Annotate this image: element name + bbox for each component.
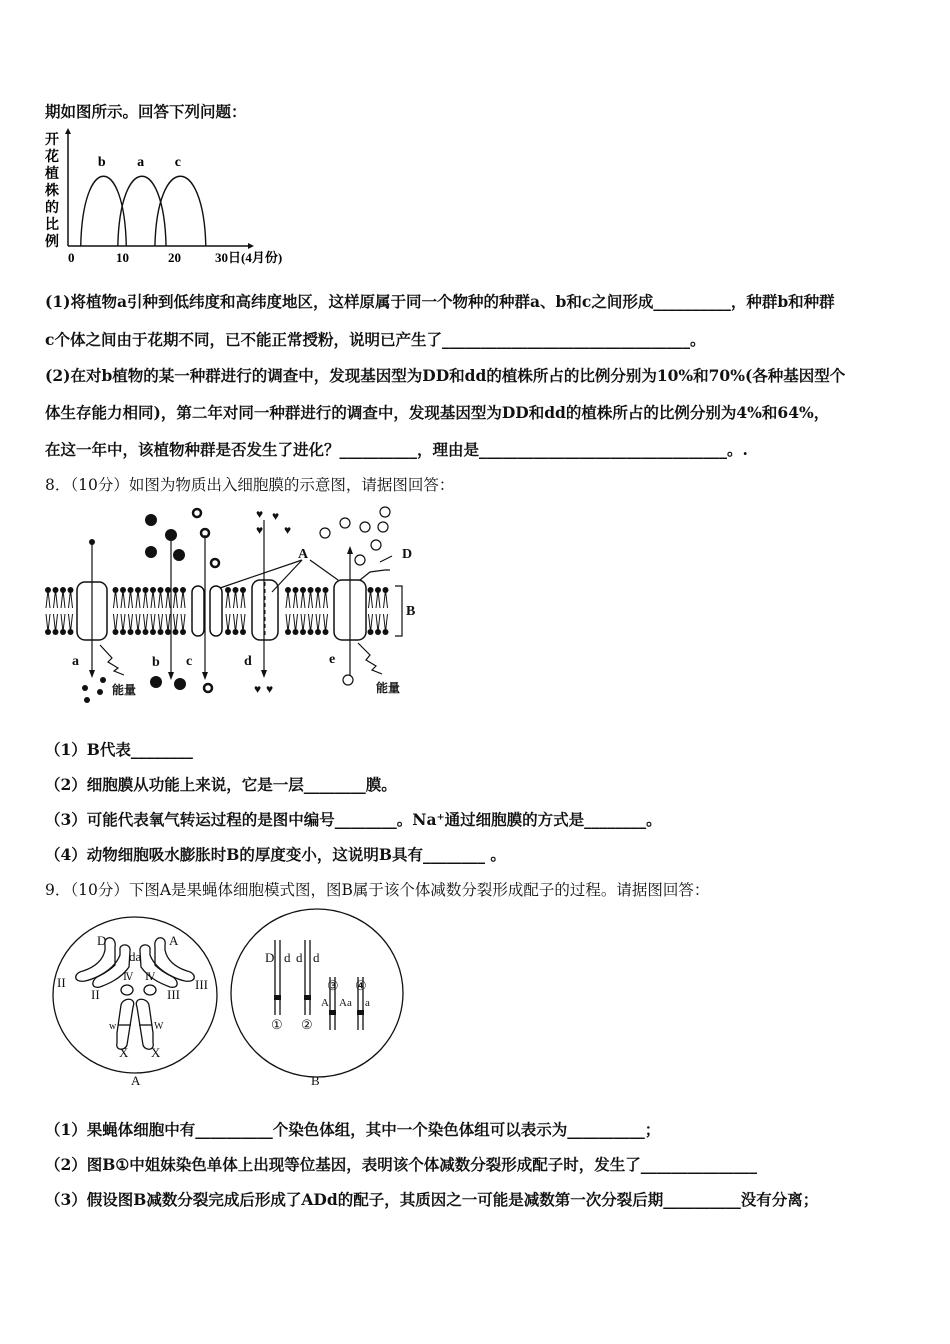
- gene-label-A: A: [321, 997, 329, 1009]
- lipid-tail: [151, 590, 155, 608]
- svg-text:♥: ♥: [284, 523, 292, 537]
- intro-text: 期如图所示。回答下列问题：: [45, 102, 247, 121]
- flowering-period-chart: [40, 130, 283, 270]
- lipid-tail: [384, 590, 388, 608]
- lipid-tail: [376, 590, 380, 608]
- curve-label-c: c: [174, 155, 181, 170]
- q8-line-3: （3）可能代表氧气转运过程的是图中编号________。Na⁺通过细胞膜的方式是________。: [45, 810, 662, 829]
- svg-text:♥: ♥: [254, 682, 262, 696]
- lipid-tail: [144, 614, 148, 632]
- chromosome-label-III: III: [195, 977, 208, 992]
- x-tick-10: 10: [116, 250, 129, 265]
- lipid-tail: [324, 614, 328, 632]
- caption-A: A: [131, 1073, 141, 1088]
- y-axis-label-text: 开花植株的比例: [45, 133, 59, 250]
- lipid-tail: [144, 590, 148, 608]
- lipid-tail: [309, 614, 313, 632]
- lipid-tail: [226, 614, 230, 632]
- lipid-tail: [129, 614, 133, 632]
- cell-membrane-diagram: [40, 500, 420, 710]
- glycoprotein-d: [360, 570, 390, 580]
- q8-line-1: （1）B代表________: [45, 740, 193, 759]
- label-A: A: [298, 547, 309, 562]
- curve-label-a: a: [137, 155, 145, 170]
- lipid-tail: [241, 614, 245, 632]
- lipid-tail: [241, 590, 245, 608]
- lipid-tail: [369, 614, 373, 632]
- x-axis-arrow: [248, 243, 254, 249]
- lipid-tail: [54, 614, 58, 632]
- lipid-tail: [54, 590, 58, 608]
- caption-B: B: [311, 1073, 320, 1088]
- curve-b: [81, 176, 127, 246]
- lipid-tail: [324, 590, 328, 608]
- lipid-tail: [226, 590, 230, 608]
- curve-label-b: b: [97, 155, 106, 170]
- label-d: d: [244, 654, 252, 669]
- svg-text:♥: ♥: [256, 523, 264, 537]
- lipid-tail: [181, 590, 185, 608]
- lipid-tail: [136, 614, 140, 632]
- lipid-tail: [384, 614, 388, 632]
- chromosome-label-III: III: [167, 987, 180, 1002]
- energy-label-e: 能量: [376, 681, 401, 695]
- lipid-tail: [151, 614, 155, 632]
- lipid-tail: [174, 614, 178, 632]
- label-a: a: [72, 654, 79, 669]
- q7-line-5: 在这一年中，该植物种群是否发生了进化？__________，理由是________________________________。.: [45, 440, 748, 459]
- gene-label-d: d: [284, 950, 291, 965]
- number-2: ②: [301, 1017, 313, 1032]
- chromosome-label-II: II: [57, 975, 66, 990]
- small-particle: [89, 539, 95, 545]
- lipid-tail: [129, 590, 133, 608]
- lipid-tail: [61, 590, 65, 608]
- q9-title: 9．（10分）下图A是果蝇体细胞模式图，图B属于该个体减数分裂形成配子的过程。请据图回答：: [45, 881, 710, 899]
- lipid-tail: [159, 614, 163, 632]
- lipid-tail: [136, 590, 140, 608]
- channel-protein-right: [210, 586, 222, 636]
- lipid-tail: [316, 614, 320, 632]
- label-B: B: [406, 604, 416, 619]
- gene-label-d: d: [296, 950, 303, 965]
- chromosome-label-IV: Ⅳ: [145, 972, 155, 983]
- number-4: ④: [355, 978, 367, 993]
- lipid-tail: [286, 614, 290, 632]
- cell-A: [53, 917, 217, 1073]
- svg-text:♥: ♥: [256, 507, 264, 521]
- q7-line-4: 体生存能力相同)，第二年对同一种群进行的调查中，发现基因型为DD和dd的植株所占的比例分别为4%和64%，: [45, 403, 830, 422]
- y-axis-label: [44, 132, 59, 250]
- lipid-tail: [316, 590, 320, 608]
- chromosome-label-X: X: [119, 1045, 129, 1060]
- chromosome-label-II: II: [91, 987, 100, 1002]
- lipid-tail: [309, 590, 313, 608]
- q9-line-1: （1）果蝇体细胞中有__________个染色体组，其中一个染色体组可以表示为__________；: [45, 1120, 661, 1139]
- lipid-tail: [294, 614, 298, 632]
- gene-label-W: W: [154, 1021, 164, 1032]
- y-axis-arrow: [65, 128, 71, 134]
- lipid-tail: [286, 590, 290, 608]
- q8-title: 8．（10分）如图为物质出入细胞膜的示意图，请据图回答：: [45, 476, 455, 494]
- q7-line-3: (2)在对b植物的某一种群进行的调查中，发现基因型为DD和dd的植株所占的比例分别为10%和70%(各种基因型个: [45, 366, 846, 385]
- number-3: ③: [327, 978, 339, 993]
- svg-text:♥: ♥: [266, 682, 274, 696]
- cell-B: [231, 909, 403, 1077]
- q7-line-2: c个体之间由于花期不同，已不能正常授粉，说明已产生了________________________________。: [45, 330, 706, 349]
- label-c: c: [186, 654, 193, 669]
- x-tick-20: 20: [168, 250, 181, 265]
- label-D: D: [402, 547, 413, 562]
- chromosome-label-IV: Ⅳ: [123, 972, 133, 983]
- lipid-tail: [121, 614, 125, 632]
- bracket-b: [395, 586, 402, 636]
- energy-zigzag-a: [100, 645, 124, 675]
- lipid-tail: [174, 590, 178, 608]
- lipid-tail: [46, 614, 50, 632]
- label-b: b: [152, 655, 160, 670]
- lipid-tail: [69, 590, 73, 608]
- lipid-tail: [234, 590, 238, 608]
- gene-label-D: D: [265, 950, 275, 965]
- gene-label-a: a: [365, 997, 370, 1009]
- channel-protein-left: [192, 586, 204, 636]
- q7-line-1: (1)将植物a引种到低纬度和高纬度地区，这样原属于同一个物种的种群a、b和c之间形成__________，种群b和种群: [45, 292, 835, 311]
- energy-label-a: 能量: [112, 683, 137, 697]
- number-1: ①: [271, 1017, 283, 1032]
- lipid-tail: [166, 590, 170, 608]
- lipid-tail: [69, 614, 73, 632]
- lipid-tail: [159, 590, 163, 608]
- chromosome-label-X: X: [151, 1045, 161, 1060]
- lipid-tail: [166, 614, 170, 632]
- lipid-tail: [46, 590, 50, 608]
- q8-line-4: （4）动物细胞吸水膨胀时B的厚度变小，这说明B具有________ 。: [45, 845, 506, 864]
- gene-label-w: w: [109, 1021, 117, 1032]
- lipid-tail: [376, 614, 380, 632]
- lipid-tail: [234, 614, 238, 632]
- label-e: e: [329, 652, 336, 667]
- gene-label-da: da: [129, 949, 142, 964]
- lipid-tail: [114, 590, 118, 608]
- svg-text:♥: ♥: [272, 509, 280, 523]
- lipid-tail: [369, 590, 373, 608]
- energy-zigzag-e: [358, 643, 382, 674]
- gene-label-A: A: [169, 933, 179, 948]
- gene-label-d: d: [313, 950, 320, 965]
- lipid-tail: [294, 590, 298, 608]
- x-tick-30: 30日(4月份): [215, 250, 283, 265]
- lipid-tail: [61, 614, 65, 632]
- q9-line-3: （3）假设图B减数分裂完成后形成了ADd的配子，其质因之一可能是减数第一次分裂后期__________没有分离；: [45, 1190, 819, 1209]
- x-tick-0: 0: [68, 250, 75, 265]
- fruit-fly-chromosome-diagram: [45, 905, 405, 1095]
- q9-line-2: （2）图B①中姐妹染色单体上出现等位基因，表明该个体减数分裂形成配子时，发生了_______________: [45, 1155, 758, 1174]
- lipid-tail: [121, 590, 125, 608]
- lipid-tail: [301, 614, 305, 632]
- gene-label-Aa: Aa: [339, 997, 352, 1009]
- q8-line-2: （2）细胞膜从功能上来说，它是一层________膜。: [45, 775, 397, 794]
- lipid-tail: [181, 614, 185, 632]
- lipid-tail: [301, 590, 305, 608]
- gene-label-D: D: [97, 933, 107, 948]
- lipid-tail: [114, 614, 118, 632]
